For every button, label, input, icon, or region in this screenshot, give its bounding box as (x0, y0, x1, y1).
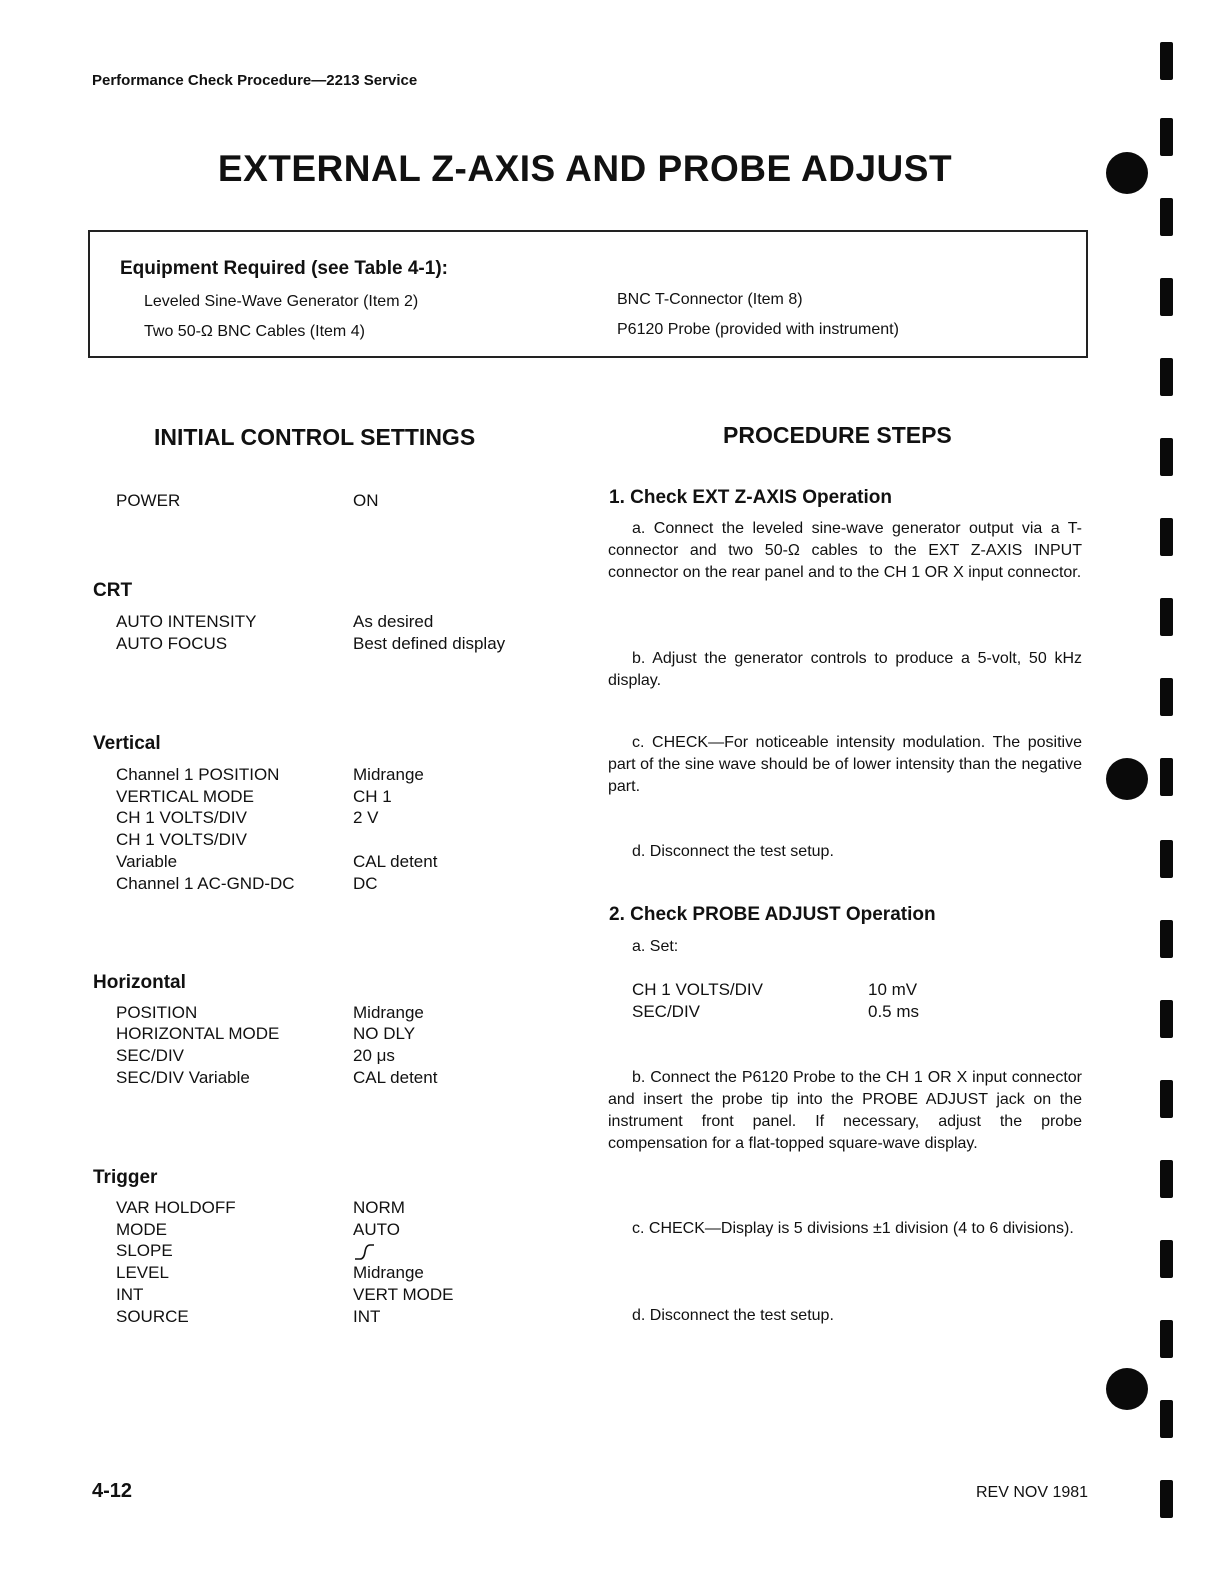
binder-bar-mark (1160, 1480, 1173, 1518)
binder-bar-mark (1160, 758, 1173, 796)
binder-bar-mark (1160, 678, 1173, 716)
step-2d: d. Disconnect the test setup. (632, 1307, 834, 1324)
setting-label: CH 1 VOLTS/DIV (116, 808, 247, 827)
step-1c: c. CHECK—For noticeable intensity modulation. The positive part of the sine wave should be of lower intensity than the negative part. (608, 734, 1082, 795)
step-2a: a. Set: (632, 938, 679, 955)
binder-bar-mark (1160, 518, 1173, 556)
setting-label: Channel 1 POSITION (116, 765, 280, 784)
setting-value: 20 μs (353, 1046, 395, 1065)
setting-value: Midrange (353, 1003, 424, 1022)
setting-label: VAR HOLDOFF (116, 1198, 236, 1217)
setting-value: NO DLY (353, 1024, 416, 1043)
setting-label: SEC/DIV (632, 1002, 701, 1021)
equipment-item: Two 50-Ω BNC Cables (Item 4) (144, 323, 365, 340)
setting-label: LEVEL (116, 1263, 169, 1282)
step-1-title: 1. Check EXT Z-AXIS Operation (609, 487, 892, 508)
group-title-trigger: Trigger (93, 1167, 158, 1188)
setting-value: Best defined display (353, 634, 506, 653)
binder-hole-mark (1106, 1368, 1148, 1410)
setting-label: POSITION (116, 1003, 198, 1022)
revision-date: REV NOV 1981 (976, 1484, 1089, 1501)
binder-bar-mark (1160, 1160, 1173, 1198)
page-title: EXTERNAL Z-AXIS AND PROBE ADJUST (217, 148, 953, 189)
setting-value: Midrange (353, 1263, 424, 1282)
binder-bar-mark (1160, 42, 1173, 80)
binder-bar-mark (1160, 1400, 1173, 1438)
equipment-item: Leveled Sine-Wave Generator (Item 2) (144, 293, 419, 310)
setting-value: 0.5 ms (868, 1002, 920, 1021)
setting-value: As desired (353, 612, 434, 631)
setting-label: SEC/DIV (116, 1046, 185, 1065)
setting-value: CAL detent (353, 1068, 438, 1087)
binder-bar-mark (1160, 358, 1173, 396)
running-head: Performance Check Procedure—2213 Service (92, 72, 418, 89)
binder-bar-mark (1160, 840, 1173, 878)
setting-label: CH 1 VOLTS/DIV (116, 830, 247, 849)
binder-hole-mark (1106, 152, 1148, 194)
setting-value: DC (353, 874, 378, 893)
setting-label: INT (116, 1285, 144, 1304)
binder-bar-mark (1160, 278, 1173, 316)
setting-value: NORM (353, 1198, 405, 1217)
equipment-item: BNC T-Connector (Item 8) (617, 291, 803, 308)
setting-value: INT (353, 1307, 381, 1326)
equipment-item: P6120 Probe (provided with instrument) (617, 321, 899, 338)
setting-value: 10 mV (868, 980, 918, 999)
setting-value: VERT MODE (353, 1285, 454, 1304)
binder-bar-mark (1160, 118, 1173, 156)
setting-value: Midrange (353, 765, 424, 784)
equipment-heading: Equipment Required (see Table 4-1): (120, 258, 448, 279)
step-2c: c. CHECK—Display is 5 divisions ±1 division (4 to 6 divisions). (632, 1220, 1074, 1237)
step-1d: d. Disconnect the test setup. (632, 843, 834, 860)
setting-value: ON (353, 491, 379, 510)
setting-label: VERTICAL MODE (116, 787, 254, 806)
binder-bar-mark (1160, 598, 1173, 636)
setting-label: SEC/DIV Variable (116, 1068, 250, 1087)
page-number: 4-12 (92, 1480, 133, 1502)
setting-label: AUTO INTENSITY (116, 612, 257, 631)
setting-label: Variable (116, 852, 178, 871)
setting-label: AUTO FOCUS (116, 634, 228, 653)
setting-value: 2 V (353, 808, 379, 827)
setting-label: MODE (116, 1220, 167, 1239)
binder-bar-mark (1160, 1320, 1173, 1358)
setting-label: POWER (116, 491, 181, 510)
binder-bar-mark (1160, 920, 1173, 958)
binder-bar-mark (1160, 438, 1173, 476)
initial-settings-heading: INITIAL CONTROL SETTINGS (154, 424, 476, 450)
group-title-horizontal: Horizontal (93, 972, 186, 993)
step-1a: a. Connect the leveled sine-wave generator output via a T-connector and two 50-Ω cables to the EXT Z-AXIS INPUT connector on the rear panel and to the CH 1 OR X input connector. (608, 520, 1082, 581)
group-title-vertical: Vertical (93, 733, 161, 754)
binder-hole-mark (1106, 758, 1148, 800)
setting-value: AUTO (353, 1220, 400, 1239)
binder-bar-mark (1160, 198, 1173, 236)
setting-label: SOURCE (116, 1307, 189, 1326)
group-title-crt: CRT (93, 580, 133, 601)
setting-label: SLOPE (116, 1241, 173, 1260)
rising-slope-icon (353, 1242, 375, 1262)
step-2b: b. Connect the P6120 Probe to the CH 1 OR X input connector and insert the probe tip into the PROBE ADJUST jack on the instrument front panel. If necessary, adjust the probe compensation for a flat-topped square-wave display. (608, 1069, 1082, 1152)
step-2-title: 2. Check PROBE ADJUST Operation (609, 904, 936, 925)
setting-value: CH 1 (353, 787, 392, 806)
setting-label: CH 1 VOLTS/DIV (632, 980, 763, 999)
binder-bar-mark (1160, 1080, 1173, 1118)
setting-label: HORIZONTAL MODE (116, 1024, 280, 1043)
procedure-heading: PROCEDURE STEPS (723, 422, 952, 448)
setting-label: Channel 1 AC-GND-DC (116, 874, 295, 893)
binder-bar-mark (1160, 1000, 1173, 1038)
step-1b: b. Adjust the generator controls to produce a 5-volt, 50 kHz display. (608, 650, 1082, 689)
equipment-box (88, 230, 1088, 358)
binder-bar-mark (1160, 1240, 1173, 1278)
setting-value: CAL detent (353, 852, 438, 871)
